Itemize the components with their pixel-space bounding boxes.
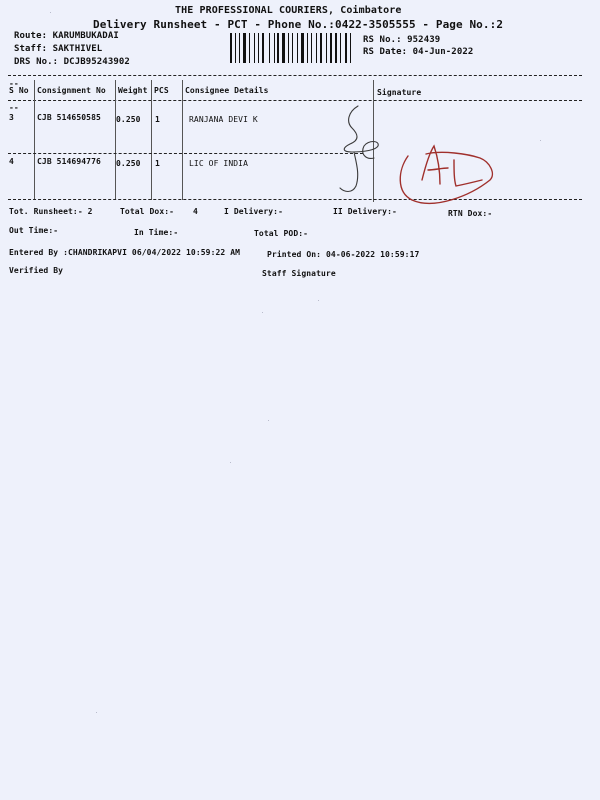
row-consignee: RANJANA DEVI K (189, 115, 258, 124)
scan-speck (268, 420, 269, 421)
barcode-bar (249, 33, 250, 63)
row-pcs: 1 (155, 115, 160, 124)
barcode-bar (247, 33, 248, 63)
barcode-bar (277, 33, 279, 63)
ii-delivery: II Delivery:- (333, 207, 397, 216)
scan-speck (540, 140, 541, 141)
barcode-bar (260, 33, 261, 63)
barcode-bar (320, 33, 322, 63)
row-consignment: CJB 514650585 (37, 113, 101, 122)
barcode-bar (348, 33, 349, 63)
barcode-bar (271, 33, 273, 63)
barcode-bar (345, 33, 347, 63)
column-rule (151, 80, 152, 200)
barcode-bar (286, 33, 287, 63)
barcode-bar (292, 33, 293, 63)
barcode-bar (233, 33, 234, 63)
scan-speck (318, 300, 319, 301)
col-header-consignment: Consignment No (37, 86, 106, 95)
signature-scribble-2 (400, 146, 492, 203)
barcode-bar (330, 33, 332, 63)
barcode-bar (282, 33, 285, 63)
row-sno: 3 (9, 113, 14, 122)
barcode-bar (338, 33, 339, 63)
row-weight: 0.250 (116, 115, 141, 124)
barcode-bar (280, 33, 281, 63)
rtn-dox: RTN Dox:- (448, 209, 493, 218)
barcode-bar (274, 33, 275, 63)
col-header-sno: S No (9, 86, 29, 95)
in-time: In Time:- (134, 228, 179, 237)
barcode-bar (350, 33, 351, 63)
barcode-bar (318, 33, 319, 63)
barcode-bar (328, 33, 329, 63)
barcode-bar (352, 33, 354, 63)
out-time: Out Time:- (9, 226, 59, 235)
scan-speck (230, 462, 231, 463)
signature-scribble-1 (340, 106, 378, 192)
col-header-weight: Weight (118, 86, 148, 95)
barcode-bar (297, 33, 298, 63)
row-weight: 0.250 (116, 159, 141, 168)
barcode-bar (269, 33, 270, 63)
barcode-bar (275, 33, 276, 63)
barcode-bar (235, 33, 236, 63)
barcode-bar (290, 33, 292, 63)
barcode-bar (258, 33, 259, 63)
scan-speck (50, 12, 51, 13)
barcode-bar (326, 33, 327, 63)
rs-number: RS No.: 952439 (363, 35, 441, 45)
leading-marker: -- (9, 79, 19, 88)
barcode-bar (316, 33, 317, 63)
column-rule (182, 80, 183, 200)
barcode-bar (342, 33, 345, 63)
col-header-pcs: PCS (154, 86, 169, 95)
barcode-bar (340, 33, 341, 63)
staff-label: Staff: SAKTHIVEL (14, 44, 103, 54)
barcode-bar (288, 33, 289, 63)
row-pcs: 1 (155, 159, 160, 168)
total-pod: Total POD:- (254, 229, 309, 238)
barcode-bar (230, 33, 232, 63)
barcode-bar (243, 33, 246, 63)
total-dox-value: 4 (193, 207, 198, 216)
barcode-bar (241, 33, 242, 63)
barcode-bar (237, 33, 239, 63)
staff-signature: Staff Signature (262, 269, 336, 278)
drs-number: DRS No.: DCJB95243902 (14, 57, 130, 67)
column-rule (115, 80, 116, 200)
col-header-signature: Signature (377, 88, 422, 97)
barcode-bar (251, 33, 253, 63)
barcode (230, 33, 355, 63)
barcode-bar (301, 33, 304, 63)
barcode-bar (262, 33, 264, 63)
barcode-bar (311, 33, 312, 63)
barcode-bar (265, 33, 268, 63)
row-divider (8, 153, 363, 154)
tot-runsheet: Tot. Runsheet:- 2 (9, 207, 93, 216)
barcode-bar (309, 33, 310, 63)
barcode-bar (254, 33, 256, 63)
barcode-bar (333, 33, 334, 63)
barcode-bar (335, 33, 337, 63)
divider-top (8, 75, 582, 76)
barcode-bar (323, 33, 326, 63)
barcode-bar (299, 33, 300, 63)
printed-on: Printed On: 04-06-2022 10:59:17 (267, 250, 420, 259)
barcode-bar (307, 33, 309, 63)
barcode-bar (313, 33, 315, 63)
barcode-bar (256, 33, 257, 63)
route-label: Route: KARUMBUKADAI (14, 31, 119, 41)
runsheet-title: Delivery Runsheet - PCT - Phone No.:0422-3505555 - Page No.:2 (93, 18, 504, 31)
signature-scribbles (330, 100, 500, 210)
barcode-bar (305, 33, 306, 63)
i-delivery: I Delivery:- (224, 207, 283, 216)
leading-marker-2: -- (9, 103, 19, 112)
barcode-bar (239, 33, 240, 63)
row-sno: 4 (9, 157, 14, 166)
scan-speck (96, 712, 97, 713)
row-consignment: CJB 514694776 (37, 157, 101, 166)
scan-speck (262, 312, 263, 313)
row-consignee: LIC OF INDIA (189, 159, 248, 168)
total-dox-label: Total Dox:- (120, 207, 175, 216)
company-name: THE PROFESSIONAL COURIERS, Coimbatore (175, 5, 402, 16)
rs-date: RS Date: 04-Jun-2022 (363, 47, 474, 57)
col-header-consignee: Consignee Details (185, 86, 269, 95)
entered-by: Entered By :CHANDRIKAPVI 06/04/2022 10:59:22 AM (9, 248, 241, 257)
barcode-bar (294, 33, 296, 63)
verified-by: Verified By (9, 266, 64, 275)
column-rule (34, 80, 35, 200)
